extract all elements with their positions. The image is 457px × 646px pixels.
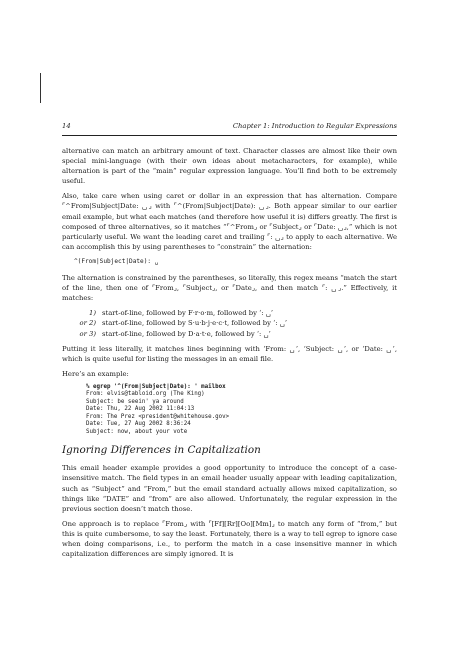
match-item xyxy=(62,329,397,339)
match-number: or 2) xyxy=(79,319,96,328)
page-number: 14 xyxy=(62,122,71,130)
match-list xyxy=(62,308,397,338)
paragraph: One approach is to replace ⌜From⌟ with ⌜[Ff][Rr][Oo][Mm]⌟ to match any form of “from,” but this is quite cumbersome, to say the least. Fortunately, there is a way to tell egrep to ignore case when doing comparisons, i.e., to perform the match in a case insensitive manner in which capitalization differences are simply ignored. It is xyxy=(62,519,397,559)
match-number: or 3) xyxy=(79,329,96,338)
match-item xyxy=(62,308,397,318)
paragraph: alternative can match an arbitrary amount of text. Character classes are almost like their own special mini-language (with their own ideas about metacharacters, for example), while alternation is part of the “main” regular expression language. You’ll find both to be extremely useful. xyxy=(62,147,397,186)
console-command: % egrep '^(From|Subject|Date): ' mailbox xyxy=(86,383,226,390)
match-text: start-of-line, followed by S·u·b·j·e·c·t, followed by ‘: ␣’ xyxy=(102,319,288,328)
match-text: start-of-line, followed by F·r·o·m, followed by ‘: ␣’ xyxy=(102,309,274,318)
console-line: Subject: now, about your vote xyxy=(86,428,188,435)
chapter-title: Chapter 1: Introduction to Regular Expressions xyxy=(232,122,397,130)
console-line: Subject: be seein' ya around xyxy=(86,398,184,405)
margin-change-bar xyxy=(40,73,41,103)
paragraph: Also, take care when using caret or dollar in an expression that has alternation. Compare ⌜^From|Subject|Date: ␣⌟ with ⌜^(From|Subject|Date): ␣⌟. Both appear similar to our earlier email example, but what each matches (and therefore how useful it is) differs greatly. The first is composed of three alternatives, so it matches “⌜^From⌟ or ⌜Subject⌟ or ⌜Date: ␣⌟,” which is not particularly useful. We want the leading caret and trailing ⌜: ␣⌟ to apply to each alternative. We can accomplish this by using parentheses to “constrain” the alternation: xyxy=(62,192,397,251)
console-output xyxy=(86,384,397,437)
match-number: 1) xyxy=(89,309,96,318)
match-item xyxy=(62,318,397,328)
header-rule xyxy=(62,135,397,136)
page-body xyxy=(62,146,397,559)
console-line: From: elvis@tabloid.org (The King) xyxy=(86,391,205,398)
section-heading: Ignoring Differences in Capitalization xyxy=(62,444,261,457)
paragraph: Here’s an example: xyxy=(62,369,129,378)
paragraph: The alternation is constrained by the parentheses, so literally, this regex means “match the start of the line, then one of ⌜From⌟, ⌜Subject⌟, or ⌜Date⌟, and then match ⌜: ␣⌟.” Effectively, it matches: xyxy=(62,274,397,303)
running-header xyxy=(62,122,397,131)
paragraph: This email header example provides a good opportunity to introduce the concept of a case-insensitive match. The field types in an email header usually appear with leading capitalization, such as “Subject” and “From,” but the email standard actually allows mixed capitalization, so things like “DATE” and “from” are also allowed. Unfortunately, the regular expression in the previous section doesn’t match those. xyxy=(62,464,397,513)
regex-example: ^(From|Subject|Date): ␣ xyxy=(74,257,159,265)
console-line: From: The Prez <president@whitehouse.gov> xyxy=(86,413,230,420)
console-line: Date: Thu, 22 Aug 2002 11:04:13 xyxy=(86,406,195,413)
console-line: Date: Tue, 27 Aug 2002 8:36:24 xyxy=(86,421,191,428)
match-text: start-of-line, followed by D·a·t·e, followed by ‘: ␣’ xyxy=(102,329,271,338)
book-page xyxy=(62,122,397,564)
paragraph: Putting it less literally, it matches lines beginning with ‘From: ␣’, ‘Subject: ␣’, or ‘Date: ␣’, which is quite useful for listing the messages in an email file. xyxy=(62,344,397,363)
